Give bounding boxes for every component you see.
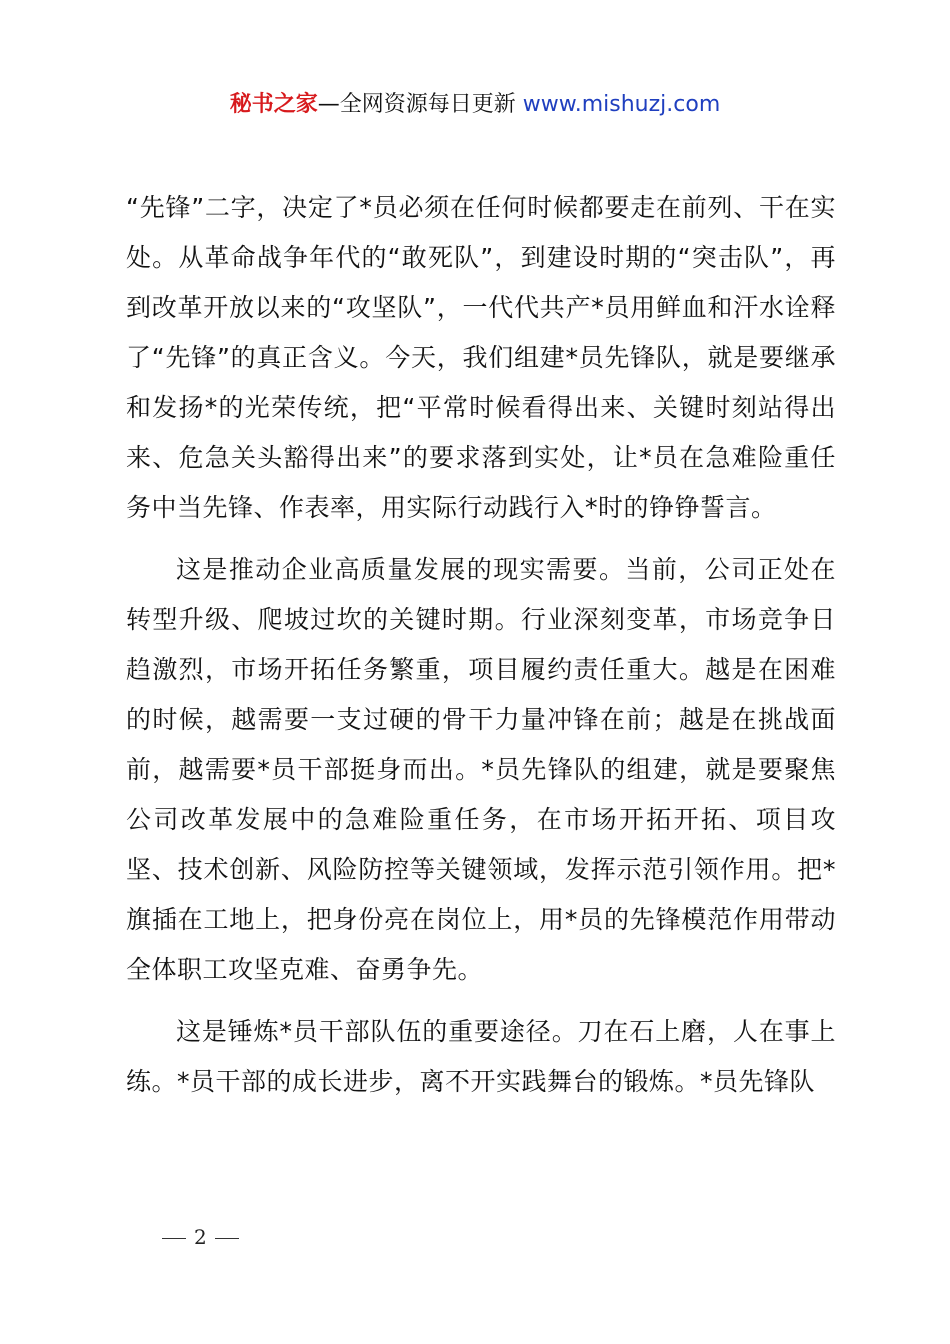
header-tagline: —全网资源每日更新	[317, 92, 523, 117]
footer-dash-right	[215, 1238, 239, 1239]
paragraph-1: “先锋”二字，决定了*员必须在任何时候都要走在前列、干在实处。从革命战争年代的“敢死队”，到建设时期的“突击队”，再到改革开放以来的“攻坚队”，一代代共产*员用鲜血和汗水诠释了“先锋”的真正含义。今天，我们组建*员先锋队，就是要继承和发扬*的光荣传统，把“平常时候看得出来、关键时刻站得出来、危急关头豁得出来”的要求落到实处，让*员在急难险重任务中当先锋、作表率，用实际行动践行入*时的铮铮誓言。	[126, 193, 836, 522]
paragraph-2: 这是推动企业高质量发展的现实需要。当前，公司正处在转型升级、爬坡过坎的关键时期。行业深刻变革，市场竞争日趋激烈，市场开拓任务繁重，项目履约责任重大。越是在困难的时候，越需要一支过硬的骨干力量冲锋在前；越是在挑战面前，越需要*员干部挺身而出。*员先锋队的组建，就是要聚焦公司改革发展中的急难险重任务，在市场开拓开拓、项目攻坚、技术创新、风险防控等关键领域，发挥示范引领作用。把*旗插在工地上，把身份亮在岗位上，用*员的先锋模范作用带动全体职工攻坚克难、奋勇争先。	[126, 555, 836, 984]
site-header	[0, 88, 950, 122]
document-body	[126, 183, 836, 1119]
page-footer	[162, 1222, 239, 1252]
page-number: 2	[194, 1225, 207, 1249]
site-url-link[interactable]: www.mishuzj.com	[522, 92, 721, 117]
brand-name: 秘书之家	[229, 92, 318, 117]
footer-dash-left	[162, 1238, 186, 1239]
paragraph-3: 这是锤炼*员干部队伍的重要途径。刀在石上磨，人在事上练。*员干部的成长进步，离不开实践舞台的锻炼。*员先锋队	[126, 1017, 836, 1096]
